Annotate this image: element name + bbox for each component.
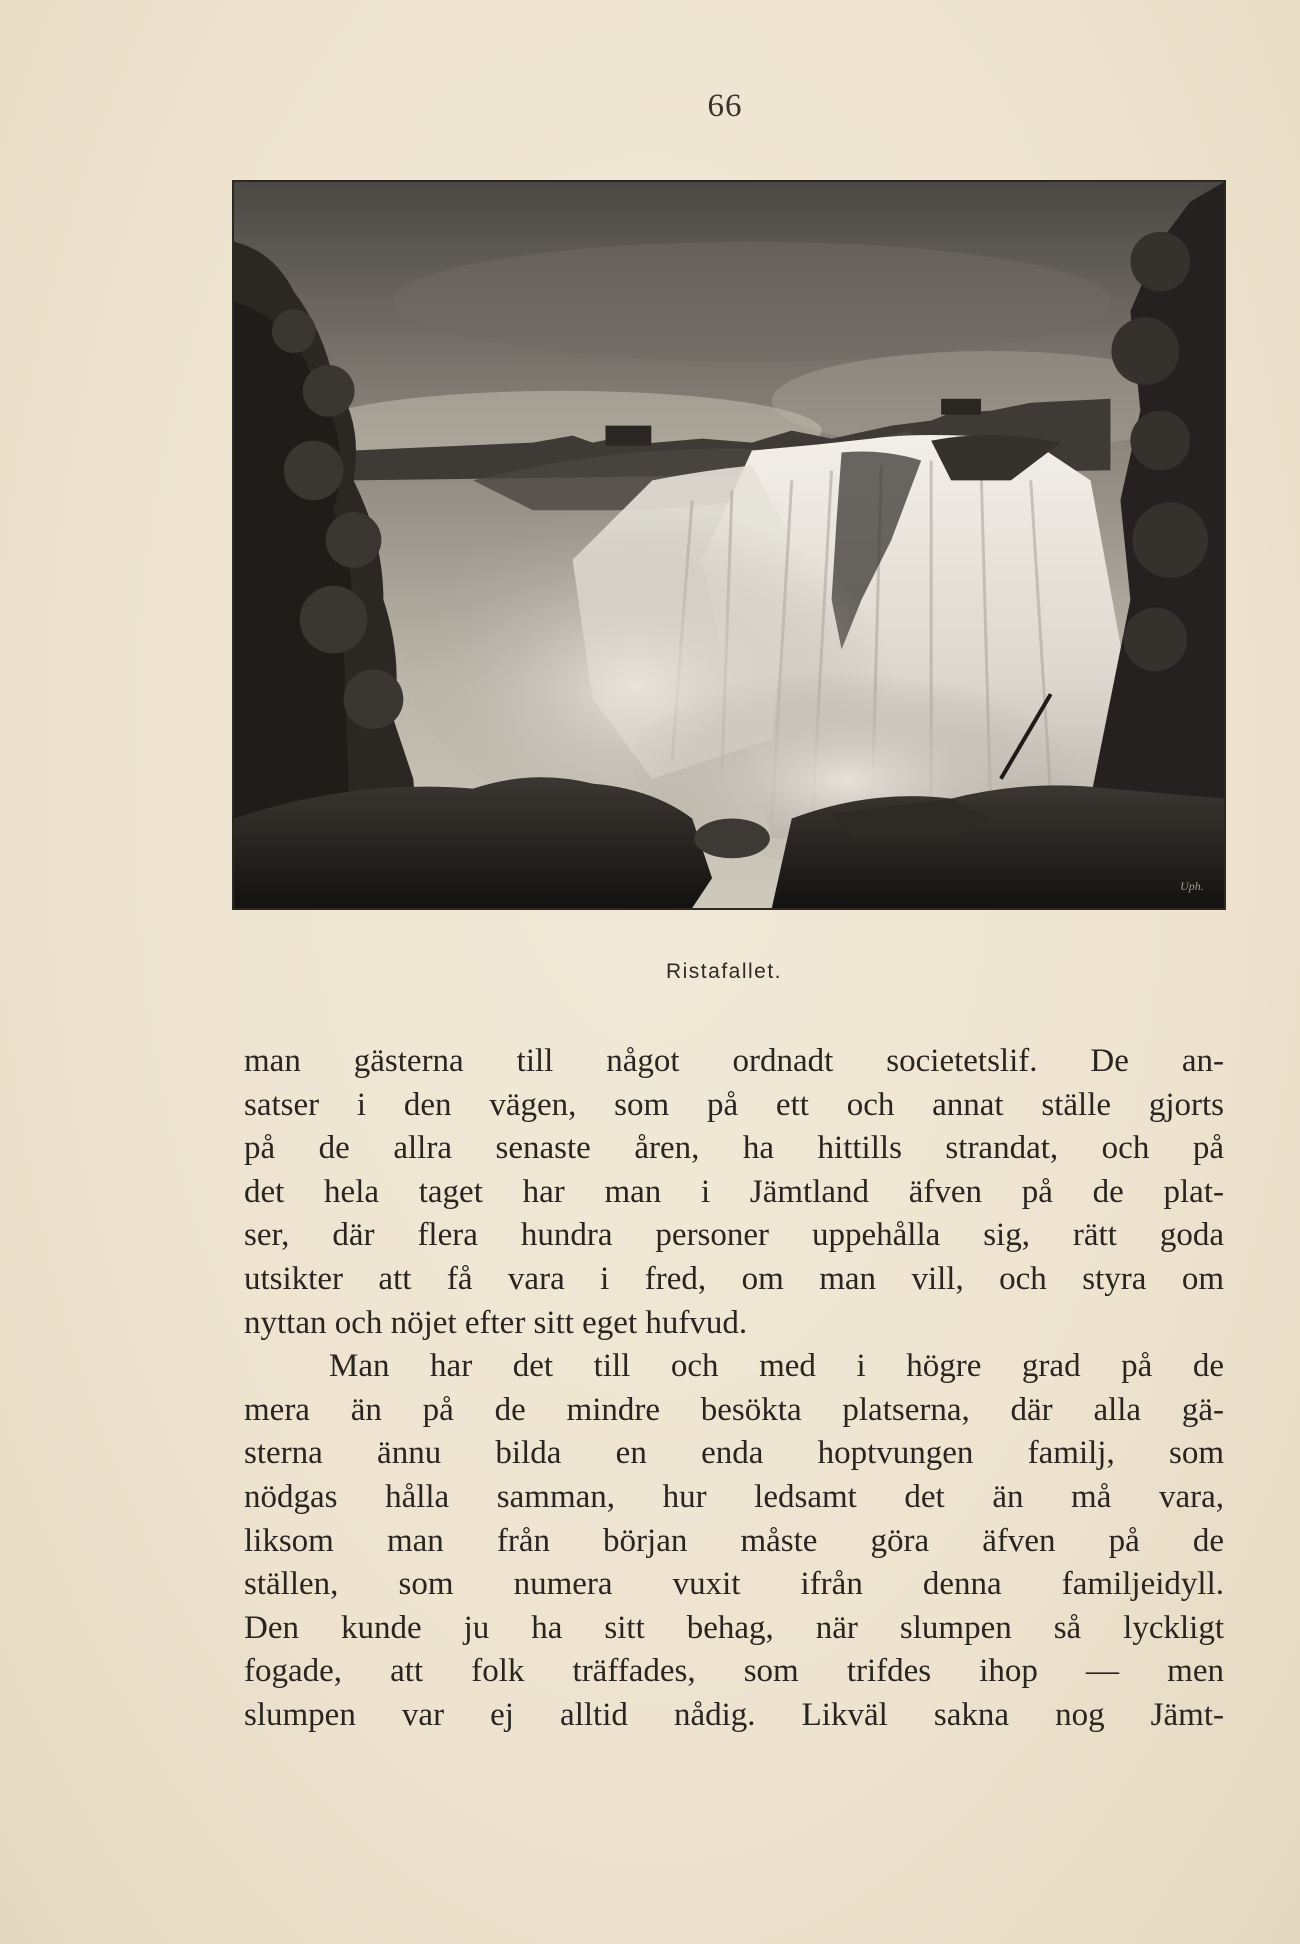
text-line: slumpen var ej alltid nådig. Likväl sakna nog Jämt- xyxy=(244,1696,1224,1733)
text-line: ser, där flera hundra personer uppehålla sig, rätt goda xyxy=(244,1217,1224,1254)
text-line: utsikter att få vara i fred, om man vill, och styra om xyxy=(244,1260,1224,1297)
text-line: liksom man från början måste göra äfven på de xyxy=(244,1522,1224,1559)
text-line: nyttan och nöjet efter sitt eget hufvud. xyxy=(244,1304,748,1341)
text-line: Man har det till och med i högre grad på de xyxy=(329,1348,1224,1385)
text-line: ställen, som numera vuxit ifrån denna familjeidyll. xyxy=(244,1566,1224,1603)
body-text xyxy=(244,1040,1224,1738)
text-line: satser i den vägen, som på ett och annat ställe gjorts xyxy=(244,1086,1224,1123)
page-number: 66 xyxy=(707,88,743,124)
text-line: det hela taget har man i Jämtland äfven på de plat- xyxy=(244,1173,1224,1210)
text-line: nödgas hålla samman, hur ledsamt det än må vara, xyxy=(244,1478,1224,1515)
figure-caption: Ristafallet. xyxy=(665,960,783,983)
engraver-mark: Uph. xyxy=(1180,879,1204,894)
waterfall-photograph xyxy=(232,180,1226,910)
text-line: man gästerna till något ordnadt societetslif. De an- xyxy=(244,1043,1224,1079)
text-line: fogade, att folk träffades, som trifdes ihop — men xyxy=(244,1653,1224,1690)
waterfall-photo-icon xyxy=(234,182,1224,908)
text-line: Den kunde ju ha sitt behag, när slumpen så lyckligt xyxy=(244,1609,1224,1646)
text-line: mera än på de mindre besökta platserna, där alla gä- xyxy=(244,1391,1224,1428)
text-line: sterna ännu bilda en enda hoptvungen familj, som xyxy=(244,1435,1224,1472)
text-line: på de allra senaste åren, ha hittills strandat, och på xyxy=(244,1130,1224,1167)
